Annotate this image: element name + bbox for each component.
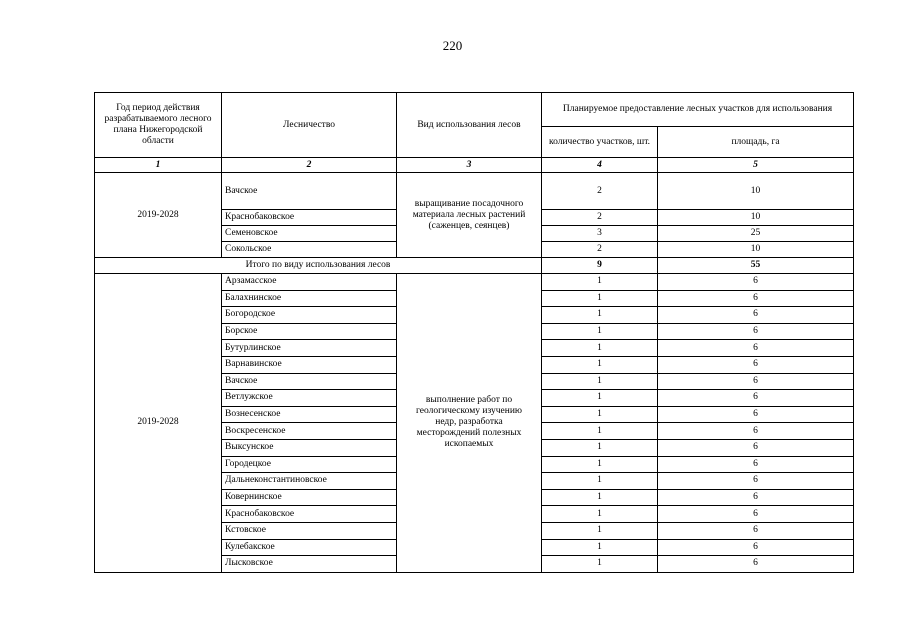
forestry-cell: Варнавинское — [222, 356, 397, 373]
forestry-cell: Дальнеконстантиновское — [222, 473, 397, 490]
area-cell: 6 — [658, 522, 854, 539]
forest-use-cell: выполнение работ по геологическому изучению недр, разработка месторождений полезных ископаемых — [397, 274, 542, 573]
area-cell: 6 — [658, 489, 854, 506]
plot-count-cell: 1 — [542, 406, 658, 423]
header-area: площадь, га — [658, 127, 854, 158]
area-cell: 6 — [658, 556, 854, 573]
page-number: 220 — [442, 38, 463, 53]
plot-count-cell: 1 — [542, 539, 658, 556]
forest-use-cell: выращивание посадочного материала лесных растений (саженцев, сеянцев) — [397, 173, 542, 258]
header-count: количество участков, шт. — [542, 127, 658, 158]
area-cell: 10 — [658, 173, 854, 210]
total-count: 9 — [542, 258, 658, 274]
area-cell: 6 — [658, 473, 854, 490]
column-number: 5 — [658, 158, 854, 173]
forestry-cell: Лысковское — [222, 556, 397, 573]
plot-count-cell: 1 — [542, 373, 658, 390]
plot-count-cell: 1 — [542, 356, 658, 373]
area-cell: 6 — [658, 539, 854, 556]
header-period: Год период действия разрабатываемого лесного плана Нижегородской области — [95, 93, 222, 158]
plot-count-cell: 1 — [542, 556, 658, 573]
column-numbers-row — [95, 158, 854, 173]
forestry-cell: Краснобаковское — [222, 210, 397, 226]
plot-count-cell: 1 — [542, 307, 658, 324]
area-cell: 6 — [658, 290, 854, 307]
column-number: 4 — [542, 158, 658, 173]
plot-count-cell: 1 — [542, 456, 658, 473]
area-cell: 6 — [658, 340, 854, 357]
forestry-cell: Богородское — [222, 307, 397, 324]
period-cell: 2019-2028 — [95, 274, 222, 573]
plot-count-cell: 1 — [542, 340, 658, 357]
forestry-cell: Ветлужское — [222, 390, 397, 407]
header-use: Вид использования лесов — [397, 93, 542, 158]
total-area: 55 — [658, 258, 854, 274]
area-cell: 6 — [658, 323, 854, 340]
plot-count-cell: 1 — [542, 506, 658, 523]
area-cell: 25 — [658, 226, 854, 242]
column-number: 2 — [222, 158, 397, 173]
forestry-cell: Сокольское — [222, 242, 397, 258]
forestry-cell: Вачское — [222, 373, 397, 390]
plot-count-cell: 2 — [542, 242, 658, 258]
area-cell: 6 — [658, 423, 854, 440]
plot-count-cell: 1 — [542, 473, 658, 490]
forestry-cell: Выксунское — [222, 439, 397, 456]
area-cell: 6 — [658, 406, 854, 423]
forestry-cell: Борское — [222, 323, 397, 340]
column-number: 3 — [397, 158, 542, 173]
forest-plots-table — [94, 92, 854, 573]
plot-count-cell: 1 — [542, 323, 658, 340]
area-cell: 6 — [658, 274, 854, 291]
area-cell: 6 — [658, 307, 854, 324]
plot-count-cell: 1 — [542, 290, 658, 307]
forestry-cell: Семеновское — [222, 226, 397, 242]
forestry-cell: Кулебакское — [222, 539, 397, 556]
area-cell: 10 — [658, 210, 854, 226]
area-cell: 6 — [658, 356, 854, 373]
forestry-cell: Воскресенское — [222, 423, 397, 440]
period-cell: 2019-2028 — [95, 173, 222, 258]
forestry-cell: Бутурлинское — [222, 340, 397, 357]
plot-count-cell: 1 — [542, 390, 658, 407]
header-row-1 — [95, 93, 854, 127]
plot-count-cell: 1 — [542, 489, 658, 506]
header-planned-group: Планируемое предоставление лесных участков для использования — [542, 93, 854, 127]
forestry-cell: Краснобаковское — [222, 506, 397, 523]
plot-count-cell: 2 — [542, 210, 658, 226]
forestry-cell: Кстовское — [222, 522, 397, 539]
total-row — [95, 258, 854, 274]
plot-count-cell: 2 — [542, 173, 658, 210]
total-label: Итого по виду использования лесов — [95, 258, 542, 274]
header-forestry: Лесничество — [222, 93, 397, 158]
column-number: 1 — [95, 158, 222, 173]
area-cell: 6 — [658, 439, 854, 456]
plot-count-cell: 1 — [542, 439, 658, 456]
forestry-cell: Вачское — [222, 173, 397, 210]
area-cell: 6 — [658, 390, 854, 407]
plot-count-cell: 3 — [542, 226, 658, 242]
forestry-cell: Ковернинское — [222, 489, 397, 506]
forestry-cell: Городецкое — [222, 456, 397, 473]
forestry-cell: Балахнинское — [222, 290, 397, 307]
plot-count-cell: 1 — [542, 522, 658, 539]
area-cell: 6 — [658, 373, 854, 390]
area-cell: 10 — [658, 242, 854, 258]
table-row — [95, 173, 854, 210]
area-cell: 6 — [658, 456, 854, 473]
plot-count-cell: 1 — [542, 423, 658, 440]
forestry-cell: Вознесенское — [222, 406, 397, 423]
area-cell: 6 — [658, 506, 854, 523]
forestry-cell: Арзамасское — [222, 274, 397, 291]
plot-count-cell: 1 — [542, 274, 658, 291]
table-row — [95, 274, 854, 291]
